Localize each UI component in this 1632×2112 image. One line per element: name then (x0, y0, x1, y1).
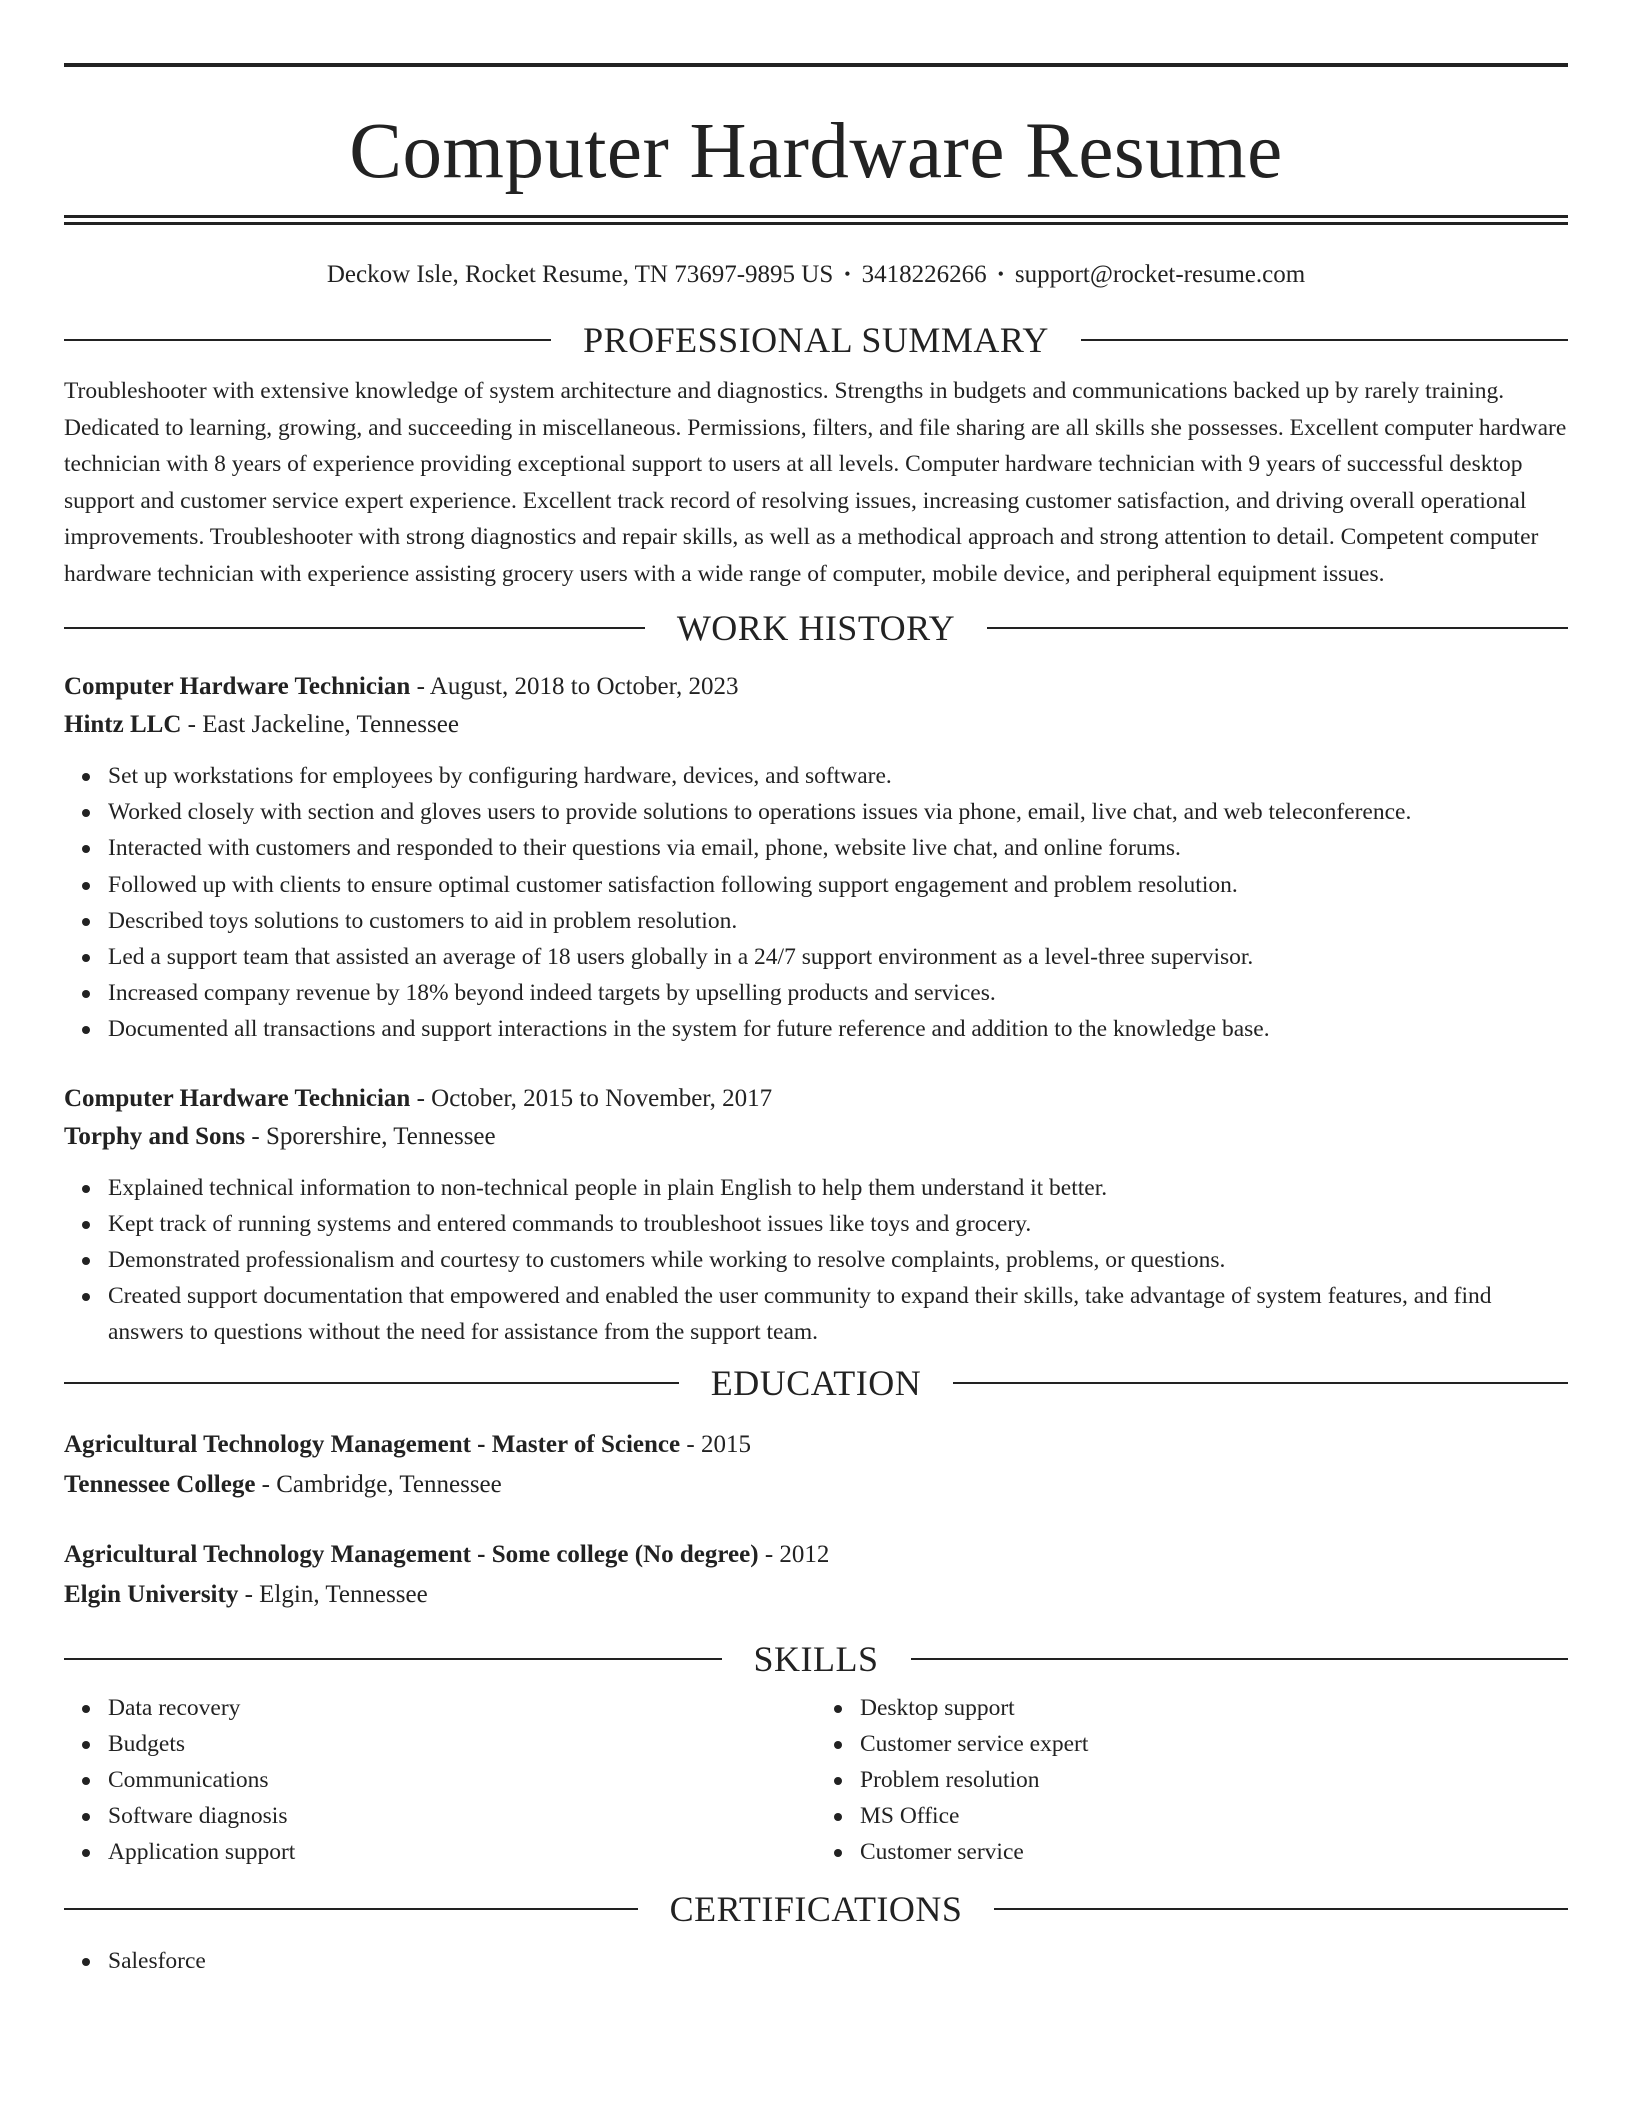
job-bullet: Increased company revenue by 18% beyond indeed targets by upselling products and services. (108, 975, 1568, 1011)
section-header-certifications (64, 1887, 1568, 1931)
education-degree-line (64, 1425, 1568, 1465)
job-location: - East Jackeline, Tennessee (181, 711, 459, 738)
section-header-summary (64, 318, 1568, 362)
contact-phone: 3418226266 (861, 261, 987, 288)
skill-item: Problem resolution (860, 1762, 1568, 1798)
job-company: Hintz LLC (64, 711, 182, 738)
section-header-education (64, 1361, 1568, 1405)
section-header-skills (64, 1637, 1568, 1681)
section-title-summary: PROFESSIONAL SUMMARY (583, 320, 1049, 360)
skill-item: Customer service expert (860, 1726, 1568, 1762)
skill-item: MS Office (860, 1798, 1568, 1834)
job-title-line (64, 668, 1568, 706)
skill-item: Budgets (108, 1726, 816, 1762)
job-bullet: Worked closely with section and gloves users to provide solutions to operations issues via phone, email, live chat, and web teleconference. (108, 794, 1568, 830)
summary-text: Troubleshooter with extensive knowledge of system architecture and diagnostics. Strengths in budgets and communications backed up by rarely training. Dedicated to learning, growing, and succeeding in miscellaneous. Permissions, filters, and file sharing are all skills she possesses. Excellent computer hardware technician with 8 years of experience providing exceptional support to users at all levels. Computer hardware technician with 9 years of successful desktop support and customer service expert experience. Excellent track record of resolving issues, increasing customer satisfaction, and driving overall operational improvements. Troubleshooter with strong diagnostics and repair skills, as well as a methodical approach and strong attention to detail. Competent computer hardware technician with experience assisting grocery users with a wide range of computer, mobile device, and peripheral equipment issues. (64, 378, 1567, 587)
resume-page (64, 0, 1568, 1979)
education-school-line (64, 1465, 1568, 1505)
certifications-list (64, 1943, 1568, 1979)
education-degree: Agricultural Technology Management - Master of Science (64, 1430, 681, 1458)
job-title: Computer Hardware Technician (64, 1084, 411, 1112)
education-year: - 2012 (758, 1540, 830, 1568)
skills-column-right (816, 1690, 1568, 1871)
job-dates: - October, 2015 to November, 2017 (410, 1084, 773, 1112)
education-location: - Cambridge, Tennessee (255, 1470, 502, 1498)
section-rule (64, 627, 645, 629)
section-title-certifications: CERTIFICATIONS (669, 1888, 963, 1929)
section-rule (987, 627, 1568, 629)
section-title-education: EDUCATION (710, 1362, 922, 1403)
education-location: - Elgin, Tennessee (238, 1580, 428, 1608)
section-header-work (64, 606, 1568, 650)
job-bullet: Set up workstations for employees by configuring hardware, devices, and software. (108, 758, 1568, 794)
contact-line (64, 257, 1568, 292)
section-title-work: WORK HISTORY (676, 608, 956, 648)
contact-address: Deckow Isle, Rocket Resume, TN 73697-9895 US (326, 261, 834, 288)
education-school: Tennessee College (64, 1470, 256, 1498)
job-dates: - August, 2018 to October, 2023 (410, 673, 739, 700)
job-bullet: Created support documentation that empowered and enabled the user community to expand their skills, take advantage of system features, and find answers to questions without the need for assistance from the support team. (108, 1278, 1568, 1350)
section-title-skills: SKILLS (753, 1638, 879, 1679)
education-school-line (64, 1575, 1568, 1615)
section-rule (994, 1908, 1568, 1910)
education-degree: Agricultural Technology Management - Some college (No degree) (64, 1540, 759, 1568)
skill-item: Data recovery (108, 1690, 816, 1726)
job-title-line (64, 1080, 1568, 1118)
contact-separator: • (997, 264, 1004, 284)
skill-item: Communications (108, 1762, 816, 1798)
job-bullets (64, 1170, 1568, 1351)
certification-item: Salesforce (108, 1943, 1568, 1979)
education-entry (64, 1535, 1568, 1615)
section-rule (64, 339, 551, 341)
job-company-line (64, 706, 1568, 744)
skills-column-left (64, 1690, 816, 1871)
top-rule (64, 63, 1568, 67)
section-rule (911, 1658, 1569, 1660)
education-school: Elgin University (64, 1580, 239, 1608)
education-entry (64, 1425, 1568, 1505)
skill-item: Application support (108, 1834, 816, 1870)
section-rule (64, 1658, 722, 1660)
skill-item: Customer service (860, 1834, 1568, 1870)
job-bullet: Described toys solutions to customers to aid in problem resolution. (108, 903, 1568, 939)
contact-separator: • (844, 264, 851, 284)
job-bullet: Explained technical information to non-technical people in plain English to help them understand it better. (108, 1170, 1568, 1206)
job-entry (64, 668, 1568, 1048)
job-bullets (64, 758, 1568, 1048)
contact-email: support@rocket-resume.com (1014, 261, 1306, 288)
job-bullet: Led a support team that assisted an average of 18 users globally in a 24/7 support environment as a level-three supervisor. (108, 939, 1568, 975)
skills-grid (64, 1690, 1568, 1871)
section-rule (953, 1382, 1568, 1384)
job-company: Torphy and Sons (64, 1122, 246, 1150)
job-company-line (64, 1118, 1568, 1156)
section-rule (1081, 339, 1568, 341)
job-bullet: Documented all transactions and support interactions in the system for future reference and addition to the knowledge base. (108, 1011, 1568, 1047)
job-bullet: Followed up with clients to ensure optimal customer satisfaction following support engagement and problem resolution. (108, 867, 1568, 903)
job-bullet: Interacted with customers and responded to their questions via email, phone, website live chat, and online forums. (108, 830, 1568, 866)
job-bullet: Demonstrated professionalism and courtesy to customers while working to resolve complaints, problems, or questions. (108, 1242, 1568, 1278)
skill-item: Software diagnosis (108, 1798, 816, 1834)
job-bullet: Kept track of running systems and entered commands to troubleshoot issues like toys and grocery. (108, 1206, 1568, 1242)
skill-item: Desktop support (860, 1690, 1568, 1726)
job-title: Computer Hardware Technician (64, 673, 411, 700)
title-double-rule (64, 215, 1568, 225)
section-rule (64, 1382, 679, 1384)
education-degree-line (64, 1535, 1568, 1575)
job-entry (64, 1080, 1568, 1351)
section-rule (64, 1908, 638, 1910)
resume-title: Computer Hardware Resume (349, 108, 1283, 195)
education-year: - 2015 (680, 1430, 751, 1458)
job-location: - Sporershire, Tennessee (245, 1122, 496, 1150)
